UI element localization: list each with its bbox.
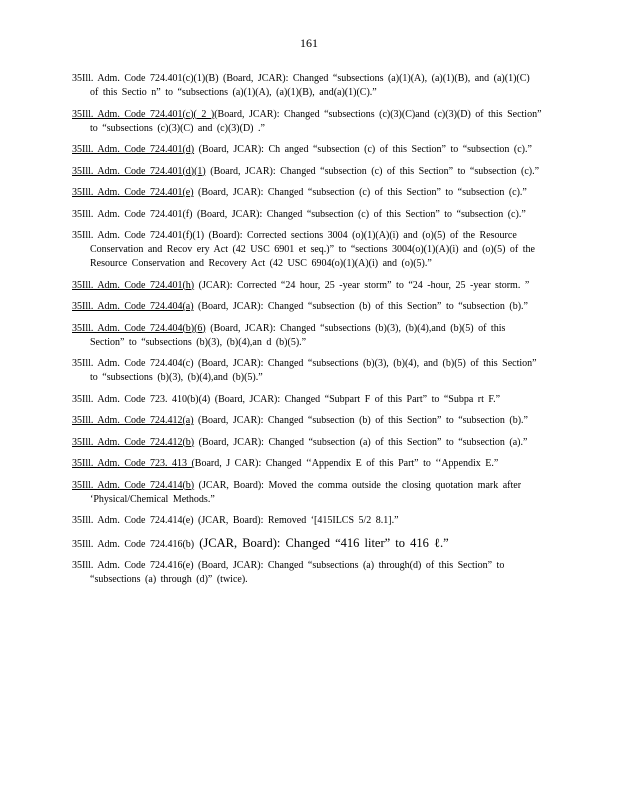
entry-description: (Board, JCAR): Changed “Subpart F of this Part” to “Subpa rt F.” [210,393,501,405]
entry-description: (Board, JCAR): Changed “subsections (a)(1)(A), (a)(1)(B), and (a)(1)(C) of this Sectio n” to “subsections (a)(1)(A), (a)(1)(B), and(a)(1)(C).” [90,73,530,98]
change-entry [72,229,542,271]
entry-citation: 35Ill. Adm. Code 724.416(b) [72,538,195,550]
entry-description: (Board, JCAR): Changed “subsection (c) of this Section” to “subsection (c).” [205,165,540,177]
entry-description: (JCAR): Corrected “24 hour, 25 -year storm” to “24 -hour, 25 -year storm. ” [194,279,530,291]
entry-description: (Board): Corrected sections 3004 (o)(1)(A)(i) and (o)(5) of the Resource Conservation and Recov ery Act (42 USC 6901 et seq.)” to “sections 3004(o)(1)(A)(i) and (o)(5) of the Resource Conservation and Recovery Act (42 USC 6904(o)(1)(A)(i) and (o)(5).” [90,230,535,269]
change-entry [72,300,542,314]
entry-citation: 35Ill. Adm. Code 724.401(c)( 2 ) [72,108,215,120]
entry-citation: 35Ill. Adm. Code 724.412(b) [72,436,195,448]
change-entry [72,108,542,136]
entry-description: (Board, JCAR): Changed “subsection (b) of this Section” to “subsection (b).” [193,415,528,426]
entry-description: (Board, JCAR): Changed “subsections (c)(3)(C)and (c)(3)(D) of this Section” to “subsections (c)(3)(C) and (c)(3)(D) .” [90,108,542,134]
entry-citation: 35Ill. Adm. Code 724.401(f)(1) [72,230,205,241]
entry-citation: 35Ill. Adm. Code 723. 413 ( [72,458,195,469]
entry-citation: 35Ill. Adm. Code 724.401(e) [72,187,194,198]
change-entry [72,72,542,100]
entry-citation: 35Ill. Adm. Code 724.416(e) [72,560,194,571]
entry-citation: 35Ill. Adm. Code 724.401(d)(1) [72,165,206,177]
entry-description: (Board, JCAR): Changed “subsection (a) of this Section” to “subsection (a).” [194,436,528,448]
entry-citation: 35Ill. Adm. Code 724.414(b) [72,479,195,491]
change-list [72,72,542,595]
entry-description: (JCAR, Board): Removed ‘[415ILCS 5/2 8.1].” [193,515,399,526]
entry-description: Board, J CAR): Changed ‘‘Appendix E of this Part” to ‘‘Appendix E.” [194,458,499,469]
change-entry [72,514,542,528]
entry-citation: 35Ill. Adm. Code 724.404(c) [72,358,194,369]
change-entry [72,208,542,222]
entry-citation: 35Ill. Adm. Code 724.412(a) [72,415,194,426]
change-entry [72,357,542,385]
entry-citation: 35Ill. Adm. Code 723. 410(b)(4) [72,393,211,405]
change-entry [72,165,542,179]
entry-citation: 35Ill. Adm. Code 724.401(f) [72,208,193,220]
change-entry [72,393,542,407]
entry-description: (Board, JCAR): Ch anged “subsection (c) of this Section” to “subsection (c).” [194,144,532,155]
entry-citation: 35Ill. Adm. Code 724.401(c)(1)(B) [72,73,219,84]
entry-description: (JCAR, Board): Changed “416 liter” to 416 ℓ.” [194,535,449,550]
entry-description: (JCAR, Board): Moved the comma outside the closing quotation mark after ‘Physical/Chemical Methods.” [90,479,522,505]
entry-description: (Board, JCAR): Changed “subsection (b) of this Section” to “subsection (b).” [193,301,528,312]
change-entry [72,536,542,552]
entry-citation: 35Ill. Adm. Code 724.404(a) [72,301,194,312]
change-entry [72,436,542,450]
entry-description: (Board, JCAR): Changed “subsection (c) of this Section” to “subsection (c).” [193,187,527,198]
entry-description: (Board, JCAR): Changed “subsections (a) through(d) of this Section” to “subsections (a) through (d)” (twice). [90,560,505,585]
change-entry [72,279,542,293]
entry-citation: 35Ill. Adm. Code 724.401(d) [72,144,195,155]
entry-description: (Board, JCAR): Changed “subsections (b)(3), (b)(4), and (b)(5) of this Section” to “subsections (b)(3), (b)(4),and (b)(5).” [90,358,537,383]
entry-description: (Board, JCAR): Changed “subsections (b)(3), (b)(4),and (b)(5) of this Section” to “subsections (b)(3), (b)(4),an d (b)(5).” [90,322,506,348]
entry-citation: 35Ill. Adm. Code 724.401(h) [72,279,195,291]
page-number: 161 [300,36,318,50]
change-entry [72,322,542,350]
change-entry [72,414,542,428]
entry-citation: 35Ill. Adm. Code 724.404(b)(6) [72,322,206,334]
change-entry [72,479,542,507]
entry-citation: 35Ill. Adm. Code 724.414(e) [72,515,194,526]
change-entry [72,559,542,587]
change-entry [72,186,542,200]
entry-description: (Board, JCAR): Changed “subsection (c) of this Section” to “subsection (c).” [192,208,526,220]
change-entry [72,143,542,157]
change-entry [72,457,542,471]
